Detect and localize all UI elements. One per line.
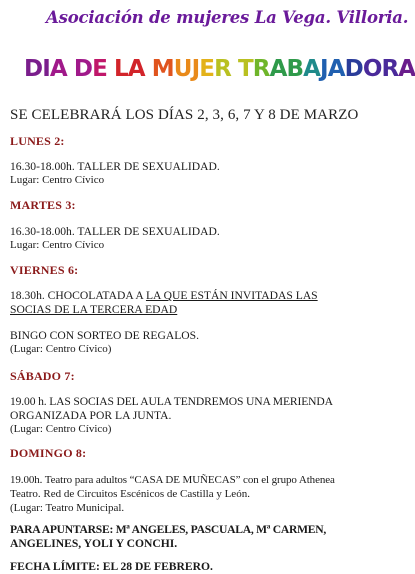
- signup-line-2: ANGELINES, YOLI Y CONCHI.: [10, 537, 178, 550]
- title-letter: M: [151, 56, 174, 82]
- title-space: [107, 56, 114, 82]
- domingo-event-line-1: 19.00h. Teatro para adultos “CASA DE MUÑECAS” con el grupo Athenea: [10, 474, 335, 486]
- title-letter: A: [398, 56, 415, 82]
- title-letter: R: [252, 56, 270, 82]
- viernes-event-line-2: SOCIAS DE LA TERCERA EDAD: [10, 303, 178, 316]
- day-heading-martes: MARTES 3:: [10, 198, 76, 212]
- martes-event: 16.30-18.00h. TALLER DE SEXUALIDAD.: [10, 225, 220, 238]
- title-letter: A: [303, 56, 321, 82]
- title-letter: D: [73, 56, 93, 82]
- sabado-event-line-2: ORGANIZADA POR LA JUNTA.: [10, 409, 172, 422]
- title-letter: J: [191, 56, 200, 82]
- title-letter: E: [92, 56, 107, 82]
- signup-line-1: PARA APUNTARSE: Mª ANGELES, PASCUALA, Mª CARMEN,: [10, 523, 327, 536]
- viernes-bingo: BINGO CON SORTEO DE REGALOS.: [10, 329, 199, 342]
- title-space: [145, 56, 152, 82]
- title-letter: R: [214, 56, 231, 82]
- day-heading-sabado: SÁBADO 7:: [10, 369, 75, 383]
- domingo-event-line-2: Teatro. Red de Circuitos Escénicos de Castilla y León.: [10, 488, 250, 500]
- viernes-event-prefix: 18.30h. CHOCOLATADA A: [10, 289, 146, 302]
- title-space: [231, 56, 238, 82]
- title-letter: I: [42, 56, 50, 82]
- title-space: [67, 56, 74, 82]
- title-letter: D: [344, 56, 363, 82]
- title-letter: R: [381, 56, 399, 82]
- title-letter: A: [49, 56, 67, 82]
- association-name: Asociación de mujeres La Vega. Villoria.: [46, 8, 409, 27]
- intro-dates: SE CELEBRARÁ LOS DÍAS 2, 3, 6, 7 Y 8 DE MARZO: [10, 107, 359, 123]
- title-letter: T: [237, 56, 253, 82]
- viernes-event-line-1: [10, 289, 394, 302]
- deadline: FECHA LÍMITE: EL 28 DE FEBRERO.: [10, 560, 213, 573]
- lunes-place: Lugar: Centro Cívico: [10, 174, 105, 186]
- title-letter: O: [362, 56, 382, 82]
- sabado-event-line-1: 19.00 h. LAS SOCIAS DEL AULA TENDREMOS UNA MERIENDA: [10, 395, 333, 408]
- lunes-event: 16.30-18.00h. TALLER DE SEXUALIDAD.: [10, 160, 220, 173]
- title-letter: A: [269, 56, 287, 82]
- event-title: [24, 56, 415, 82]
- title-letter: B: [286, 56, 304, 82]
- title-letter: J: [320, 56, 328, 82]
- title-letter: L: [114, 56, 128, 82]
- day-heading-domingo: DOMINGO 8:: [10, 446, 87, 460]
- domingo-place: (Lugar: Teatro Municipal.: [10, 502, 125, 514]
- day-heading-lunes: LUNES 2:: [10, 134, 65, 148]
- sabado-place: (Lugar: Centro Cívico): [10, 423, 112, 435]
- title-letter: U: [173, 56, 192, 82]
- viernes-invited-underlined: LA QUE ESTÁN INVITADAS LAS: [145, 289, 318, 302]
- title-letter: A: [127, 56, 145, 82]
- day-heading-viernes: VIERNES 6:: [10, 263, 79, 277]
- viernes-place: (Lugar: Centro Cívico): [10, 343, 112, 355]
- title-letter: E: [199, 56, 215, 82]
- title-letter: A: [327, 56, 345, 82]
- title-letter: D: [24, 56, 43, 82]
- martes-place: Lugar: Centro Cívico: [10, 239, 105, 251]
